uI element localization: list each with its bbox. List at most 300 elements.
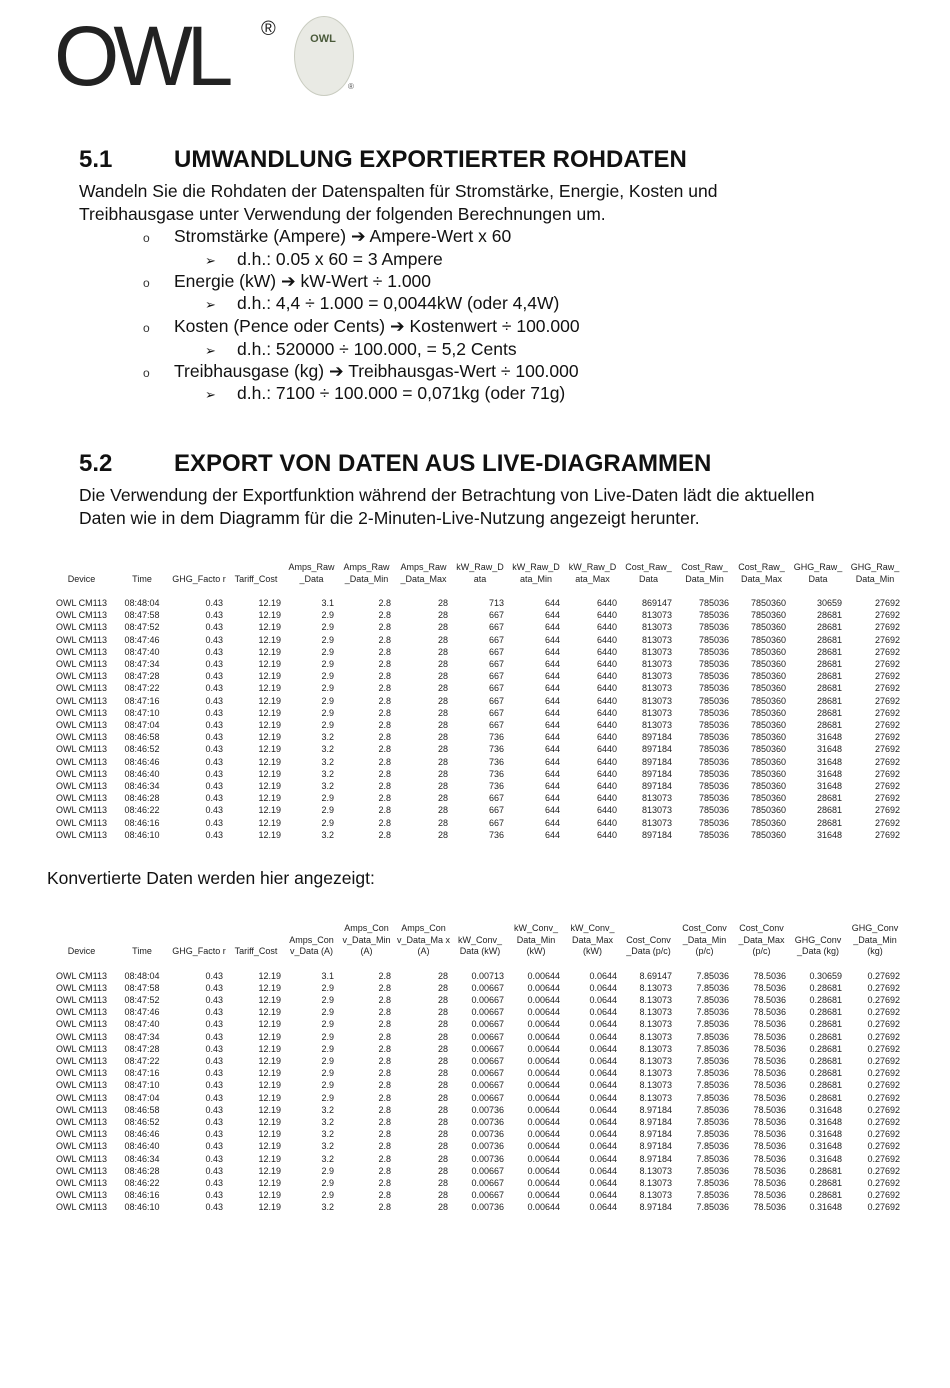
table-cell: 08:46:10: [124, 829, 160, 840]
table-cell: 0.31648: [809, 1129, 842, 1140]
table-cell: 0.28681: [809, 1080, 842, 1091]
table-cell: 2.8: [378, 756, 391, 767]
table-cell: 28: [437, 671, 448, 682]
table-cell: 08:47:10: [124, 1080, 160, 1091]
table-cell: 28: [437, 1116, 448, 1127]
table-cell: 2.8: [378, 805, 391, 816]
table-cell: 6440: [596, 598, 617, 608]
table-cell: 785036: [698, 707, 729, 718]
bullet-circle-icon: o: [143, 231, 150, 245]
table-cell: 30659: [816, 598, 842, 608]
table-cell: 08:47:52: [124, 622, 160, 633]
table-cell: 0.00644: [527, 1129, 560, 1140]
table-cell: OWL CM113: [55, 970, 107, 981]
table-cell: 08:47:58: [124, 982, 160, 993]
table-cell: 6440: [596, 720, 617, 731]
table-cell: OWL CM113: [55, 683, 107, 694]
table-cell: 12.19: [258, 646, 281, 657]
table-cell: 0.28681: [809, 1190, 842, 1201]
table-cell: 813073: [641, 683, 672, 694]
table-cell: 12.19: [258, 622, 281, 633]
table-cell: 7.85036: [696, 1129, 729, 1140]
table-cell: 28: [437, 1165, 448, 1176]
table-cell: 6440: [596, 683, 617, 694]
table-row: [50, 792, 904, 804]
table-cell: 7850360: [750, 610, 786, 621]
table-cell: 2.8: [378, 744, 391, 755]
table-cell: 0.00667: [471, 1007, 504, 1018]
column-header: Cost_Raw_ Data_Min: [681, 562, 728, 584]
table-cell: 08:48:04: [124, 970, 160, 981]
table-cell: 12.19: [258, 1116, 281, 1127]
table-cell: 2.9: [321, 695, 334, 706]
table-cell: 2.8: [378, 1141, 391, 1152]
table-cell: OWL CM113: [55, 1019, 107, 1030]
table-cell: 6440: [596, 793, 617, 804]
section-title: EXPORT VON DATEN AUS LIVE-DIAGRAMMEN: [174, 450, 712, 477]
table-cell: 2.8: [378, 970, 391, 981]
table-cell: 8.97184: [639, 1129, 672, 1140]
table-cell: 08:47:58: [124, 610, 160, 621]
table-cell: 08:47:46: [124, 634, 160, 645]
table-cell: 0.00644: [527, 1068, 560, 1079]
table-cell: 7.85036: [696, 1141, 729, 1152]
table-cell: 0.43: [205, 982, 223, 993]
table-cell: 2.9: [321, 1068, 334, 1079]
table-cell: 0.43: [205, 732, 223, 743]
table-cell: 0.28681: [809, 1019, 842, 1030]
table-cell: 644: [544, 829, 560, 840]
table-cell: 0.00644: [527, 1007, 560, 1018]
table-cell: 2.8: [378, 1068, 391, 1079]
table-cell: 0.43: [205, 1177, 223, 1188]
table-cell: OWL CM113: [55, 1116, 107, 1127]
table-cell: 2.8: [378, 598, 391, 608]
table-cell: 3.2: [321, 1202, 334, 1213]
table-row: [50, 994, 904, 1006]
table-cell: 644: [544, 781, 560, 792]
table-cell: 28681: [816, 610, 842, 621]
table-cell: 7.85036: [696, 1080, 729, 1091]
table-cell: 0.00667: [471, 1080, 504, 1091]
table-cell: 644: [544, 720, 560, 731]
table-cell: 0.00644: [527, 1202, 560, 1213]
table-cell: 27692: [874, 793, 900, 804]
table-cell: 0.00644: [527, 1190, 560, 1201]
table-cell: 78.5036: [753, 1019, 786, 1030]
table-cell: 28: [437, 1007, 448, 1018]
table-cell: 08:47:40: [124, 646, 160, 657]
table-cell: 2.8: [378, 994, 391, 1005]
table-cell: 7.85036: [696, 970, 729, 981]
table-cell: 7850360: [750, 659, 786, 670]
table-cell: 7.85036: [696, 982, 729, 993]
table-cell: 78.5036: [753, 1129, 786, 1140]
column-header: GHG_Raw_ Data_Min: [850, 562, 900, 584]
table-cell: 08:46:28: [124, 1165, 160, 1176]
table-cell: 27692: [874, 781, 900, 792]
table-cell: 7850360: [750, 793, 786, 804]
table-cell: OWL CM113: [55, 720, 107, 731]
table-cell: 0.28681: [809, 1055, 842, 1066]
table-cell: 7.85036: [696, 1190, 729, 1201]
table-cell: 12.19: [258, 1019, 281, 1030]
table-row: [50, 1153, 904, 1165]
table-cell: 0.43: [205, 829, 223, 840]
table-row: [50, 731, 904, 743]
table-cell: 8.13073: [639, 1080, 672, 1091]
table-cell: 7.85036: [696, 1007, 729, 1018]
table-cell: 28: [437, 610, 448, 621]
table-cell: 78.5036: [753, 1177, 786, 1188]
table-cell: 0.43: [205, 1202, 223, 1213]
table-cell: 713: [488, 598, 504, 608]
table-cell: 2.8: [378, 1153, 391, 1164]
table-cell: 0.27692: [867, 1190, 900, 1201]
table-cell: OWL CM113: [55, 768, 107, 779]
table-cell: OWL CM113: [55, 1190, 107, 1201]
table-cell: 31648: [816, 732, 842, 743]
logo-registered-mark: ®: [261, 18, 276, 40]
table-cell: 785036: [698, 805, 729, 816]
table-cell: 0.43: [205, 970, 223, 981]
table-row: [50, 1189, 904, 1201]
table-cell: 2.8: [378, 1165, 391, 1176]
table-cell: 644: [544, 756, 560, 767]
table-cell: 0.27692: [867, 1165, 900, 1176]
table-cell: 8.97184: [639, 1153, 672, 1164]
table-cell: 78.5036: [753, 1055, 786, 1066]
table-cell: 78.5036: [753, 994, 786, 1005]
table-cell: 0.30659: [809, 970, 842, 981]
table-row: [50, 695, 904, 707]
table-row: [50, 1043, 904, 1055]
table-cell: 0.00713: [471, 970, 504, 981]
table-cell: 0.43: [205, 1116, 223, 1127]
table-cell: 2.9: [321, 1165, 334, 1176]
table-cell: 12.19: [258, 1007, 281, 1018]
table-cell: 644: [544, 768, 560, 779]
table-cell: 2.8: [378, 781, 391, 792]
table-cell: 2.8: [378, 671, 391, 682]
table-cell: 28681: [816, 695, 842, 706]
table-cell: 08:46:46: [124, 756, 160, 767]
table-cell: 0.27692: [867, 1116, 900, 1127]
table-cell: 644: [544, 646, 560, 657]
table-cell: 2.9: [321, 1019, 334, 1030]
table-row: [50, 1140, 904, 1152]
table-cell: 08:47:34: [124, 659, 160, 670]
table-cell: 785036: [698, 610, 729, 621]
table-cell: 28: [437, 982, 448, 993]
table-cell: 0.00736: [471, 1104, 504, 1115]
table-cell: 08:47:10: [124, 707, 160, 718]
table-cell: 3.2: [321, 732, 334, 743]
table-cell: 12.19: [258, 634, 281, 645]
table-cell: 2.9: [321, 1190, 334, 1201]
column-header: Device: [67, 946, 96, 956]
table-cell: 28: [437, 994, 448, 1005]
table-cell: 6440: [596, 695, 617, 706]
table-cell: 0.43: [205, 1129, 223, 1140]
table-cell: 0.0644: [589, 1190, 617, 1201]
table-row: [50, 1079, 904, 1091]
table-cell: 28: [437, 1043, 448, 1054]
table-cell: 12.19: [258, 982, 281, 993]
table-cell: 12.19: [258, 1165, 281, 1176]
table-cell: 8.97184: [639, 1141, 672, 1152]
table-cell: 3.2: [321, 1116, 334, 1127]
list-subitem: [205, 383, 565, 404]
table-cell: 0.43: [205, 1104, 223, 1115]
table-cell: 0.0644: [589, 1177, 617, 1188]
table-cell: 12.19: [258, 805, 281, 816]
table-cell: 78.5036: [753, 1043, 786, 1054]
table-cell: 28: [437, 744, 448, 755]
table-cell: 28681: [816, 707, 842, 718]
table-cell: OWL CM113: [55, 781, 107, 792]
table-cell: OWL CM113: [55, 671, 107, 682]
table-cell: 0.43: [205, 1068, 223, 1079]
table-cell: 644: [544, 634, 560, 645]
table-cell: 785036: [698, 659, 729, 670]
table-cell: 8.97184: [639, 1104, 672, 1115]
table-cell: 2.8: [378, 659, 391, 670]
table-cell: 2.8: [378, 707, 391, 718]
table-cell: 7.85036: [696, 1153, 729, 1164]
list-item-text: Kosten (Pence oder Cents) ➔ Kostenwert ÷ 100.000: [174, 316, 580, 336]
table-row: [50, 1165, 904, 1177]
table-row: [50, 1067, 904, 1079]
table-cell: OWL CM113: [55, 1043, 107, 1054]
table-cell: 2.8: [378, 1129, 391, 1140]
table-cell: 2.8: [378, 622, 391, 633]
table-cell: 12.19: [258, 1141, 281, 1152]
table-cell: 736: [488, 781, 504, 792]
column-header: GHG_Raw_ Data: [793, 562, 843, 584]
table-cell: 3.2: [321, 1141, 334, 1152]
table-cell: 644: [544, 707, 560, 718]
table-cell: 0.0644: [589, 1031, 617, 1042]
table-cell: 2.9: [321, 671, 334, 682]
table-cell: 08:46:22: [124, 1177, 160, 1188]
intro-line: Wandeln Sie die Rohdaten der Datenspalten für Stromstärke, Energie, Kosten und: [79, 181, 718, 201]
table-cell: 0.00667: [471, 1043, 504, 1054]
table-cell: 08:47:16: [124, 695, 160, 706]
table-row: [50, 670, 904, 682]
column-header: Tariff_Cost: [234, 946, 278, 956]
table-cell: 897184: [641, 756, 672, 767]
table-cell: 08:47:22: [124, 1055, 160, 1066]
table-cell: 667: [488, 622, 504, 633]
table-cell: 667: [488, 646, 504, 657]
table-cell: 0.27692: [867, 1153, 900, 1164]
table-cell: 869147: [641, 598, 672, 608]
table-cell: 2.9: [321, 982, 334, 993]
table-cell: 644: [544, 817, 560, 828]
table-cell: 0.27692: [867, 994, 900, 1005]
table-cell: 28: [437, 622, 448, 633]
table-cell: 0.43: [205, 646, 223, 657]
table-cell: 2.9: [321, 1177, 334, 1188]
table-row: [50, 597, 904, 609]
table-cell: 7.85036: [696, 1068, 729, 1079]
table-cell: 27692: [874, 817, 900, 828]
table-cell: 28: [437, 1104, 448, 1115]
column-header: Cost_Raw_ Data_Max: [738, 562, 785, 584]
table-cell: 667: [488, 720, 504, 731]
table-cell: 3.2: [321, 781, 334, 792]
table-cell: 31648: [816, 829, 842, 840]
table-cell: 6440: [596, 829, 617, 840]
table-cell: 2.9: [321, 1080, 334, 1091]
table-cell: 12.19: [258, 1031, 281, 1042]
table-header-row: [50, 562, 904, 590]
table-cell: 0.43: [205, 1165, 223, 1176]
table-cell: 8.13073: [639, 1068, 672, 1079]
table-cell: 28: [437, 1092, 448, 1103]
table-cell: 2.8: [378, 610, 391, 621]
table-cell: OWL CM113: [55, 756, 107, 767]
table-cell: 8.97184: [639, 1202, 672, 1213]
table-cell: 0.00644: [527, 994, 560, 1005]
list-item: [143, 271, 431, 292]
table-cell: 78.5036: [753, 1141, 786, 1152]
table-cell: 2.9: [321, 659, 334, 670]
table-cell: 12.19: [258, 994, 281, 1005]
table-cell: 813073: [641, 817, 672, 828]
table-cell: 27692: [874, 756, 900, 767]
table-cell: 78.5036: [753, 1068, 786, 1079]
table-cell: 8.13073: [639, 1055, 672, 1066]
table-cell: OWL CM113: [55, 829, 107, 840]
table-cell: 3.1: [321, 970, 334, 981]
table-cell: 0.0644: [589, 982, 617, 993]
table-cell: 12.19: [258, 1153, 281, 1164]
table-row: [50, 609, 904, 621]
table-cell: OWL CM113: [55, 1153, 107, 1164]
table-cell: 0.00644: [527, 982, 560, 993]
table-cell: 8.13073: [639, 1007, 672, 1018]
table-cell: 12.19: [258, 707, 281, 718]
table-cell: 736: [488, 756, 504, 767]
table-cell: 0.43: [205, 671, 223, 682]
raw-data-table: [50, 562, 904, 841]
table-cell: 6440: [596, 610, 617, 621]
table-cell: OWL CM113: [55, 1177, 107, 1188]
table-cell: OWL CM113: [55, 707, 107, 718]
table-cell: 12.19: [258, 683, 281, 694]
table-cell: 7.85036: [696, 1019, 729, 1030]
table-cell: OWL CM113: [55, 659, 107, 670]
table-cell: 08:46:34: [124, 781, 160, 792]
table-row: [50, 634, 904, 646]
table-cell: 897184: [641, 829, 672, 840]
arrow-bullet-icon: ➢: [205, 343, 216, 358]
table-cell: 12.19: [258, 1104, 281, 1115]
table-cell: 0.00644: [527, 1055, 560, 1066]
table-cell: 785036: [698, 793, 729, 804]
table-cell: 785036: [698, 768, 729, 779]
table-cell: 785036: [698, 732, 729, 743]
table-cell: 8.13073: [639, 1190, 672, 1201]
table-cell: 6440: [596, 817, 617, 828]
table-row: [50, 756, 904, 768]
table-cell: 2.8: [378, 732, 391, 743]
table-cell: 0.43: [205, 695, 223, 706]
table-cell: 6440: [596, 646, 617, 657]
table-row: [50, 1128, 904, 1140]
table-cell: 736: [488, 768, 504, 779]
table-cell: 2.9: [321, 720, 334, 731]
table-cell: 28681: [816, 805, 842, 816]
table-cell: 0.00667: [471, 1092, 504, 1103]
table-cell: 2.9: [321, 707, 334, 718]
table-cell: 0.00644: [527, 1092, 560, 1103]
column-header: Amps_Con v_Data (A): [289, 934, 334, 956]
table-cell: 0.43: [205, 683, 223, 694]
table-cell: 28: [437, 1129, 448, 1140]
table-cell: 2.8: [378, 1055, 391, 1066]
column-header: kW_Raw_D ata: [456, 562, 504, 584]
table-cell: 08:46:40: [124, 768, 160, 779]
table-row: [50, 780, 904, 792]
table-cell: OWL CM113: [55, 646, 107, 657]
table-cell: 08:46:22: [124, 805, 160, 816]
table-row: [50, 982, 904, 994]
owl-logo: [48, 9, 368, 103]
table-row: [50, 707, 904, 719]
table-cell: 78.5036: [753, 1104, 786, 1115]
table-cell: 785036: [698, 829, 729, 840]
table-cell: 31648: [816, 756, 842, 767]
table-cell: 12.19: [258, 970, 281, 981]
table-cell: OWL CM113: [55, 1068, 107, 1079]
table-cell: 08:47:04: [124, 1092, 160, 1103]
table-cell: 0.43: [205, 622, 223, 633]
table-cell: 0.00667: [471, 1177, 504, 1188]
table-cell: 7850360: [750, 732, 786, 743]
table-cell: 0.00736: [471, 1129, 504, 1140]
table-cell: 0.43: [205, 720, 223, 731]
table-cell: 0.0644: [589, 970, 617, 981]
table-cell: 7.85036: [696, 1116, 729, 1127]
table-cell: 644: [544, 732, 560, 743]
table-cell: 2.8: [378, 817, 391, 828]
table-cell: 2.9: [321, 817, 334, 828]
table-cell: 0.28681: [809, 1031, 842, 1042]
table-cell: 12.19: [258, 732, 281, 743]
table-cell: 0.43: [205, 1007, 223, 1018]
table-cell: 7850360: [750, 598, 786, 608]
table-cell: 7850360: [750, 768, 786, 779]
table-cell: 0.43: [205, 1141, 223, 1152]
column-header: kW_Conv_ Data_Min (kW): [513, 923, 558, 956]
table-header-row: [50, 923, 904, 963]
table-cell: 7850360: [750, 829, 786, 840]
table-cell: 2.9: [321, 1092, 334, 1103]
column-header: Time: [132, 573, 152, 584]
table-cell: 667: [488, 695, 504, 706]
table-cell: 6440: [596, 634, 617, 645]
table-cell: OWL CM113: [55, 695, 107, 706]
table-cell: 2.9: [321, 805, 334, 816]
table-cell: OWL CM113: [55, 982, 107, 993]
table-cell: 27692: [874, 610, 900, 621]
table-cell: 2.8: [378, 720, 391, 731]
table-cell: OWL CM113: [55, 994, 107, 1005]
table-cell: 0.00644: [527, 1177, 560, 1188]
